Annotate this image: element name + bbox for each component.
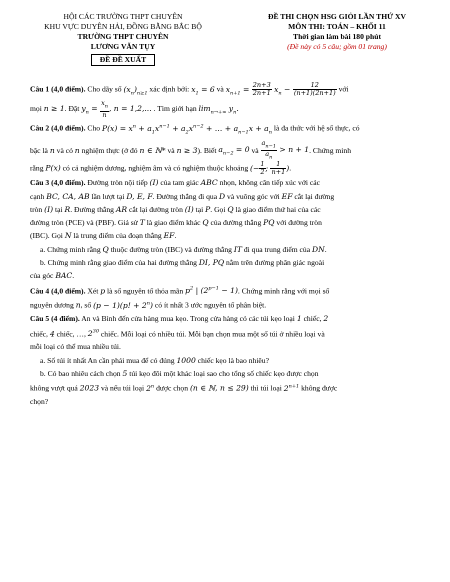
region-name: KHU VỰC DUYÊN HẢI, ĐỒNG BẰNG BẮC BỘ <box>44 22 202 31</box>
question-5a: a. Số túi ít nhất An cần phải mua để có đúng 1000 chiếc kẹo là bao nhiêu? <box>40 355 269 365</box>
exam-title: ĐỀ THI CHỌN HSG GIỎI LẦN THỨ XV <box>267 12 407 21</box>
question-5b: b. Có bao nhiêu cách chọn 5 túi kẹo đôi một khác loại sao cho tổng số chiếc kẹo được chọn không vượt quá 2023 và nếu túi loại 2$^n$ được chọn (n ∈ ℕ, n ≤ 29) thì túi loại $2^{n+1}$ không được chọn? <box>30 368 338 407</box>
question-4: Câu 4 (4,0 điểm). Xét p là số nguyên tố thỏa mãn $p^2$ | $(2^{p-1} - 1)$. Chứng minh rằng với mọi số nguyên dương n, số (p − 1)(p! + $2^n$) có ít nhất 3 ước nguyên tố phân biệt. <box>30 285 330 310</box>
question-3a: a. Chứng minh rằng Q thuộc đường tròn (IBC) và đường thẳng IT đi qua trung điểm của DN. <box>40 244 327 254</box>
page-count-note: (Đề này có 5 câu; gồm 01 trang) <box>287 42 387 51</box>
school-type: TRƯỜNG THPT CHUYÊN <box>77 32 169 41</box>
proposal-stamp: ĐỀ ĐỀ XUẤT <box>91 54 155 66</box>
subject-line: MÔN THI: TOÁN – KHỐI 11 <box>288 22 386 31</box>
question-3: Câu 3 (4,0 điểm). Đường tròn nội tiếp (I) của tam giác ABC nhọn, không cân tiếp xúc với các cạnh BC, CA, AB lần lượt tại D, E, F. Đường thẳng đi qua D và vuông góc với EF cắt lại đường tròn (I) tại R. Đường thẳng AR cắt lại đường tròn (I) tại P. Gọi Q là giao điểm thứ hai của các đường tròn (PCE) và (PBF). Giả sử T là giao điểm khác Q của đường thẳng PQ với đường tròn (IBC). Gọi N là trung điểm của đoạn thẳng EF. <box>30 178 335 241</box>
question-1: Câu 1 (4,0 điểm). Cho dãy số $(x_n)_{n\ge 1}$ xác định bởi: $x_1 = 6$ và $x_{n+1}$ = $\frac{2n+3}{2n+1}$ $x_n$ − $\frac{12}{(n+1)(2n+1)}$ với mọi n ≥ 1. Đặt $y_n$ = $\frac{x_n}{n}$ , n = 1,2,... . Tìm giới hạn $\lim_{n\to+\infty} y_n$. <box>30 81 349 119</box>
question-5: Câu 5 (4 điểm). An và Bình đến cửa hàng mua kẹo. Trong cửa hàng có các túi kẹo loại 1 chiếc, 2 chiếc, 4 chiếc, …, $2^{30}$ chiếc. Mỗi loại có nhiều túi. Mỗi bạn chọn mua một số túi ở nhiều loại và mỗi loại có thể mua nhiều túi. <box>30 314 329 352</box>
time-line: Thời gian làm bài 180 phút <box>293 32 381 41</box>
association-name: HỘI CÁC TRƯỜNG THPT CHUYÊN <box>63 12 183 21</box>
question-2: Câu 2 (4,0 điểm). Cho $P(x) = x^n + a_1x^{n-1} + a_2x^{n-2}$ + … + $a_{n-1}x + a_n$ là đa thức với hệ số thực, có bậc là n và có n nghiệm thực (ở đó n ∈ ℕ* và n ≥ 3). Biết $a_{n-2} = 0$ và $\frac{a_{n-1}}{a_n}$ > n + 1. Chứng minh rằng P(x) có cả nghiệm dương, nghiệm âm và có nghiệm thuộc khoảng (− $\frac{1}{2}$ ; $\frac{1}{n+1}$ ). <box>30 123 360 177</box>
header-left <box>18 12 228 66</box>
question-3b: b. Chứng minh rằng giao điểm của hai đường thẳng DI, PQ nằm trên đường phân giác ngoài của góc BAC. <box>30 258 325 281</box>
exam-body <box>30 82 426 408</box>
header-right <box>228 12 446 52</box>
school-name: LƯƠNG VĂN TỤY <box>90 42 156 51</box>
